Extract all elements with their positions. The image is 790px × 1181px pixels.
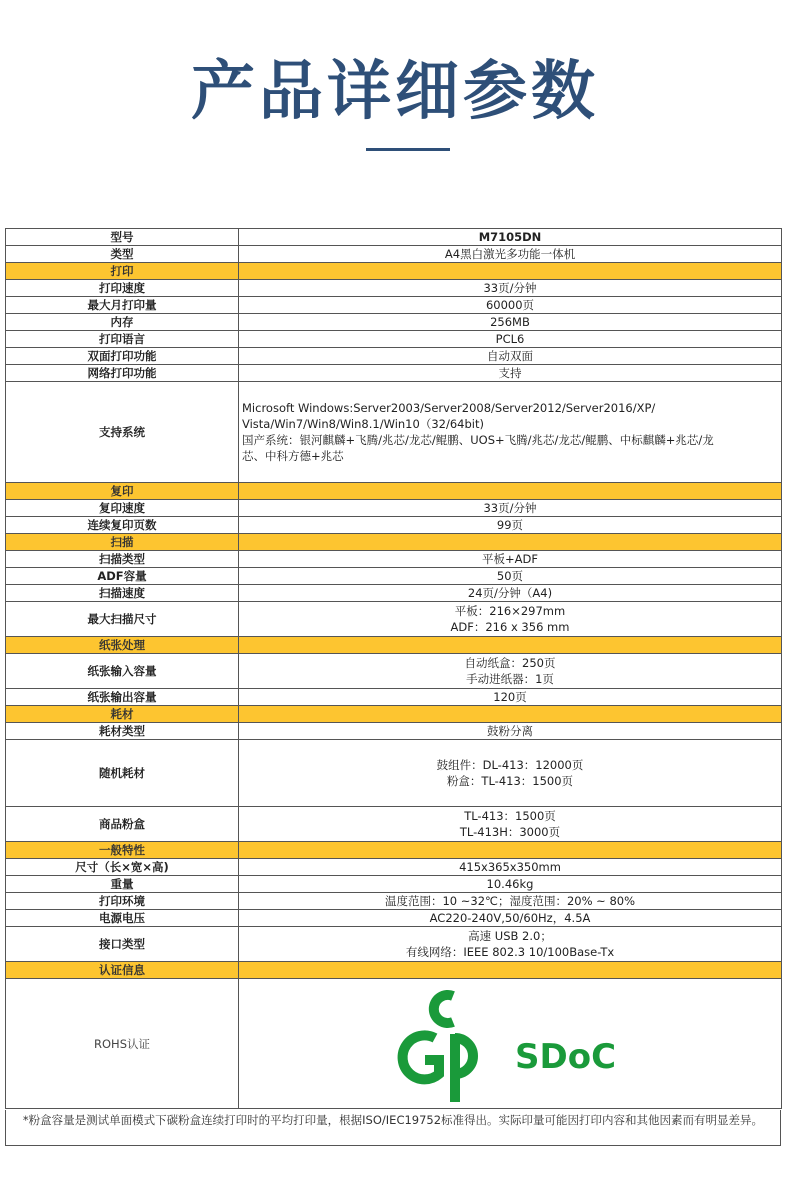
row-os xyxy=(6,382,782,483)
value-model: M7105DN xyxy=(239,229,782,246)
value-memory: 256MB xyxy=(239,314,782,331)
label-iface: 接口类型 xyxy=(6,927,239,962)
retail-std: TL-413：1500页 xyxy=(464,809,556,823)
section-print xyxy=(6,263,782,280)
label-dims: 尺寸（长×宽×高) xyxy=(6,859,239,876)
label-paper-in: 纸张输入容量 xyxy=(6,654,239,689)
label-print-speed: 打印速度 xyxy=(6,280,239,297)
scan-size-adf: ADF：216 x 356 mm xyxy=(450,620,570,634)
section-general-label: 一般特性 xyxy=(6,842,239,859)
section-copy xyxy=(6,483,782,500)
scan-size-flatbed: 平板：216×297mm xyxy=(454,604,566,618)
row-paper-in xyxy=(6,654,782,689)
label-type: 类型 xyxy=(6,246,239,263)
row-copy-cont xyxy=(6,517,782,534)
row-iface xyxy=(6,927,782,962)
label-duty: 最大月打印量 xyxy=(6,297,239,314)
row-weight xyxy=(6,876,782,893)
label-lang: 打印语言 xyxy=(6,331,239,348)
section-scan xyxy=(6,534,782,551)
value-iface xyxy=(239,927,782,962)
label-memory: 内存 xyxy=(6,314,239,331)
value-scan-size xyxy=(239,602,782,637)
row-network xyxy=(6,365,782,382)
value-paper-in xyxy=(239,654,782,689)
label-copy-speed: 复印速度 xyxy=(6,500,239,517)
sdoc-text: SDoC xyxy=(515,1036,617,1077)
iface-network: 有线网络：IEEE 802.3 10/100Base-Tx xyxy=(405,945,615,959)
value-weight: 10.46kg xyxy=(239,876,782,893)
row-dims xyxy=(6,859,782,876)
paper-in-manual: 手动进纸器：1页 xyxy=(466,672,554,686)
os-line-4: 芯、中科方德+兆芯 xyxy=(242,449,344,463)
value-scan-speed: 24页/分钟（A4) xyxy=(239,585,782,602)
label-scan-size: 最大扫描尺寸 xyxy=(6,602,239,637)
label-env: 打印环境 xyxy=(6,893,239,910)
row-scan-size xyxy=(6,602,782,637)
label-rohs: ROHS认证 xyxy=(6,979,239,1109)
value-copy-cont: 99页 xyxy=(239,517,782,534)
bundled-toner: 粉盒：TL-413：1500页 xyxy=(446,774,574,788)
value-env: 温度范围：10 ~32℃；湿度范围：20% ~ 80% xyxy=(239,893,782,910)
label-network: 网络打印功能 xyxy=(6,365,239,382)
value-duty: 60000页 xyxy=(239,297,782,314)
value-duplex: 自动双面 xyxy=(239,348,782,365)
section-general xyxy=(6,842,782,859)
section-paper-label: 纸张处理 xyxy=(6,637,239,654)
value-scan-type: 平板+ADF xyxy=(239,551,782,568)
label-model: 型号 xyxy=(6,229,239,246)
row-type xyxy=(6,246,782,263)
value-type: A4黑白激光多功能一体机 xyxy=(239,246,782,263)
row-retail xyxy=(6,807,782,842)
section-cert-label: 认证信息 xyxy=(6,962,239,979)
label-retail: 商品粉盒 xyxy=(6,807,239,842)
section-consumable xyxy=(6,706,782,723)
value-paper-out: 120页 xyxy=(239,689,782,706)
footnote: *粉盒容量是测试单面模式下碳粉盒连续打印时的平均打印量，根据ISO/IEC19752标准得出。实际印量可能因打印内容和其他因素而有明显差异。 xyxy=(5,1110,781,1146)
value-adf: 50页 xyxy=(239,568,782,585)
row-env xyxy=(6,893,782,910)
section-paper xyxy=(6,637,782,654)
value-os xyxy=(239,382,782,483)
label-adf: ADF容量 xyxy=(6,568,239,585)
section-scan-label: 扫描 xyxy=(6,534,239,551)
row-print-speed xyxy=(6,280,782,297)
row-bundled xyxy=(6,740,782,807)
section-copy-label: 复印 xyxy=(6,483,239,500)
label-scan-type: 扫描类型 xyxy=(6,551,239,568)
paper-in-tray: 自动纸盒：250页 xyxy=(464,656,556,670)
row-duty xyxy=(6,297,782,314)
label-paper-out: 纸张输出容量 xyxy=(6,689,239,706)
value-print-speed: 33页/分钟 xyxy=(239,280,782,297)
label-cons-type: 耗材类型 xyxy=(6,723,239,740)
os-line-2: Vista/Win7/Win8/Win8.1/Win10（32/64bit) xyxy=(242,417,484,431)
sdoc-logo xyxy=(242,982,778,1106)
label-bundled: 随机耗材 xyxy=(6,740,239,807)
spec-table xyxy=(5,228,782,1109)
iface-usb: 高速 USB 2.0； xyxy=(468,929,552,943)
os-line-3: 国产系统：银河麒麟+飞腾/兆芯/龙芯/鲲鹏、UOS+飞腾/兆芯/龙芯/鲲鹏、中标麒麟+兆芯/龙 xyxy=(242,433,714,447)
value-lang: PCL6 xyxy=(239,331,782,348)
row-duplex xyxy=(6,348,782,365)
value-network: 支持 xyxy=(239,365,782,382)
value-cons-type: 鼓粉分离 xyxy=(239,723,782,740)
row-cert xyxy=(6,979,782,1109)
row-adf xyxy=(6,568,782,585)
title-underline xyxy=(366,148,450,151)
row-power xyxy=(6,910,782,927)
gp-logo-icon xyxy=(395,982,625,1106)
row-copy-speed xyxy=(6,500,782,517)
os-line-1: Microsoft Windows:Server2003/Server2008/Server2012/Server2016/XP/ xyxy=(242,401,656,415)
value-dims: 415x365x350mm xyxy=(239,859,782,876)
row-cons-type xyxy=(6,723,782,740)
value-retail xyxy=(239,807,782,842)
section-print-label: 打印 xyxy=(6,263,239,280)
bundled-drum: 鼓组件：DL-413：12000页 xyxy=(436,758,584,772)
label-power: 电源电压 xyxy=(6,910,239,927)
label-copy-cont: 连续复印页数 xyxy=(6,517,239,534)
label-duplex: 双面打印功能 xyxy=(6,348,239,365)
row-scan-speed xyxy=(6,585,782,602)
row-scan-type xyxy=(6,551,782,568)
section-consumable-label: 耗材 xyxy=(6,706,239,723)
value-cert xyxy=(239,979,782,1109)
value-copy-speed: 33页/分钟 xyxy=(239,500,782,517)
label-os: 支持系统 xyxy=(6,382,239,483)
label-weight: 重量 xyxy=(6,876,239,893)
label-scan-speed: 扫描速度 xyxy=(6,585,239,602)
row-model xyxy=(6,229,782,246)
value-power: AC220-240V,50/60Hz，4.5A xyxy=(239,910,782,927)
row-lang xyxy=(6,331,782,348)
page-title: 产品详细参数 xyxy=(191,55,599,129)
row-paper-out xyxy=(6,689,782,706)
row-memory xyxy=(6,314,782,331)
section-cert xyxy=(6,962,782,979)
value-bundled xyxy=(239,740,782,807)
retail-high: TL-413H：3000页 xyxy=(459,825,561,839)
